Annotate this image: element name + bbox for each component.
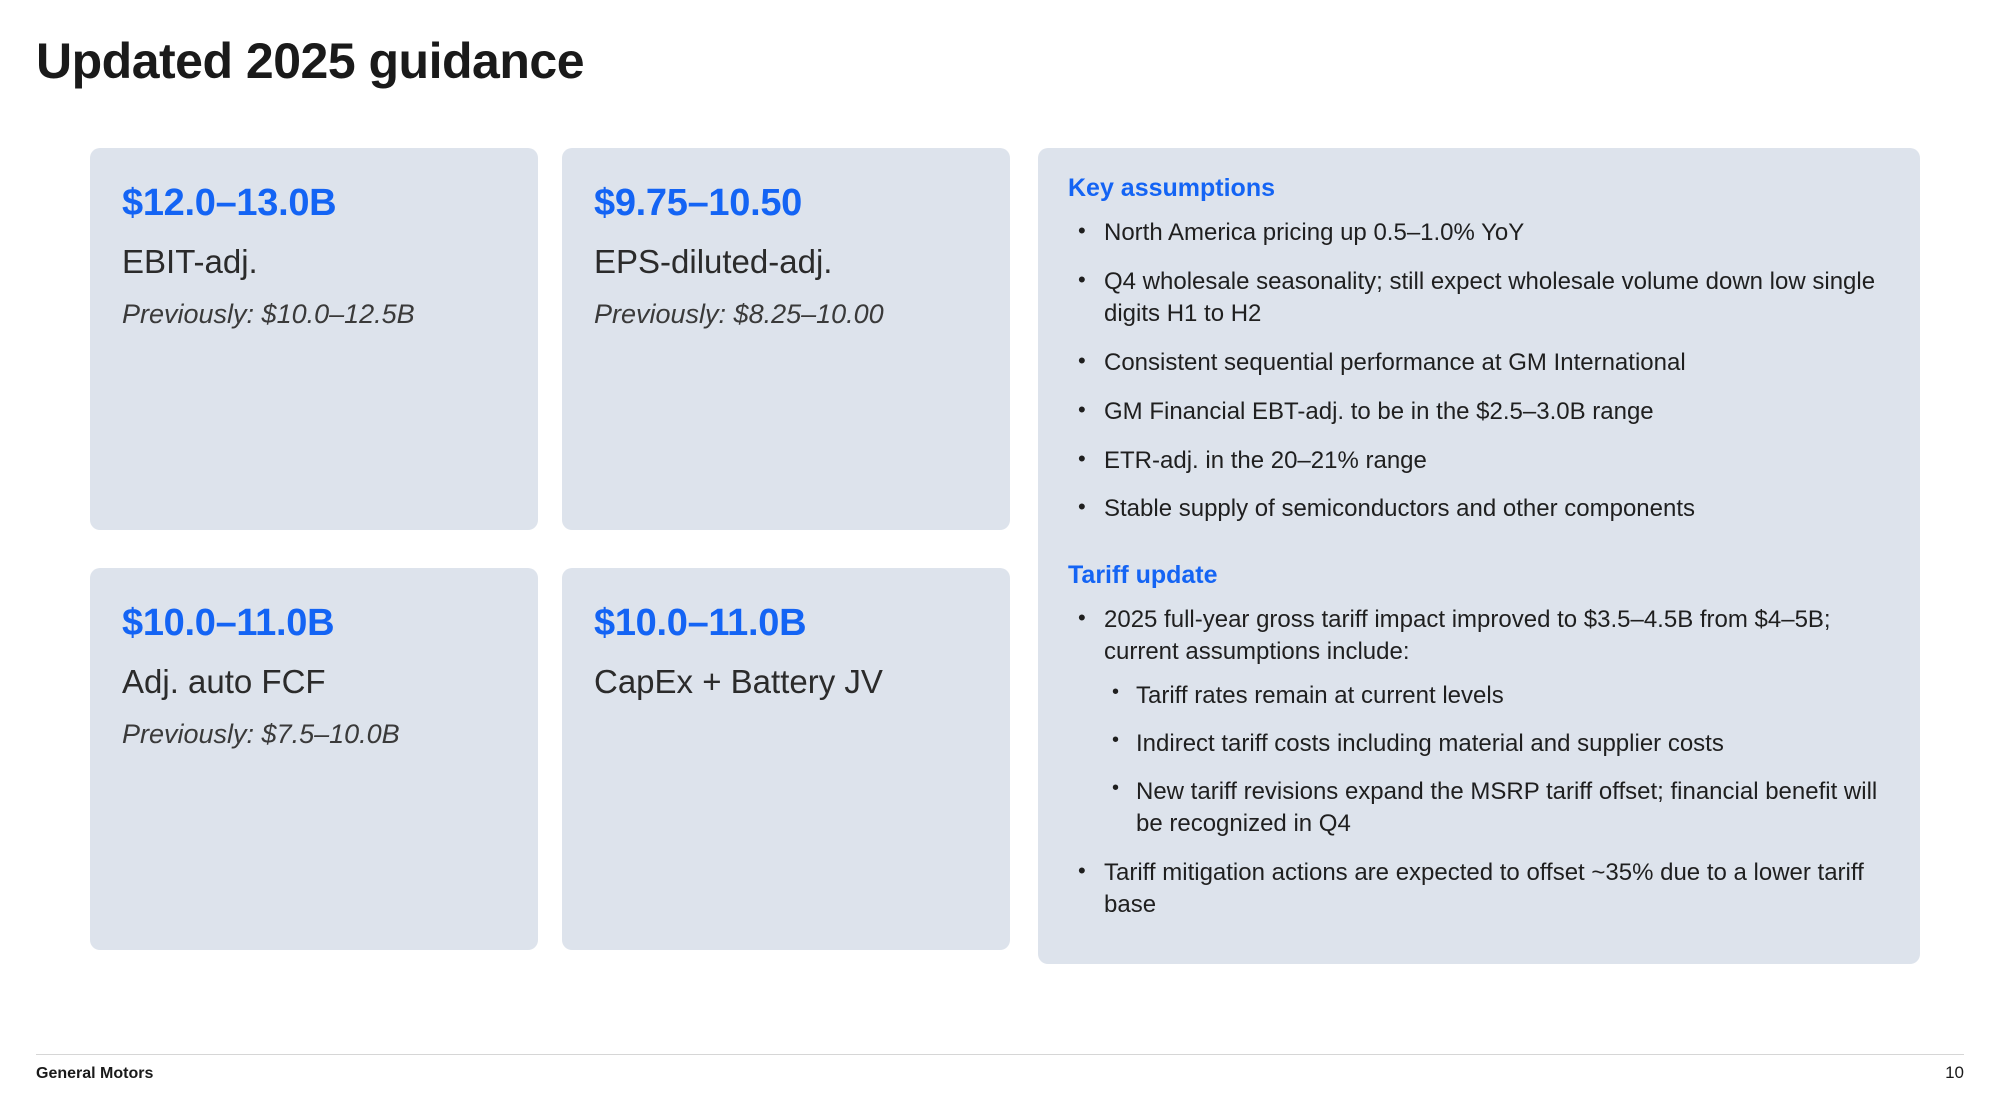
metric-value: $9.75–10.50 xyxy=(594,182,803,224)
tariff-sub-list xyxy=(1104,680,1888,840)
metric-card xyxy=(90,568,538,950)
metric-previous: Previously: $7.5–10.0B xyxy=(122,718,400,749)
metric-value: $10.0–11.0B xyxy=(594,601,807,644)
page-number: 10 xyxy=(1945,1063,1964,1082)
list-item: • Q4 wholesale seasonality; still expect wholesale volume down low single digits H1 to H2 xyxy=(1068,266,1888,330)
metric-card xyxy=(90,148,538,530)
metric-previous: Previously: $10.0–12.5B xyxy=(122,299,415,329)
list-item: • Stable supply of semiconductors and other components xyxy=(1068,493,1888,525)
metric-card xyxy=(562,568,1010,950)
metric-value: $10.0–11.0B xyxy=(122,601,335,644)
metric-previous: Previously: $8.25–10.00 xyxy=(594,299,884,329)
list-item: • GM Financial EBT-adj. to be in the $2.5–3.0B range xyxy=(1068,396,1888,428)
list-item: • Tariff mitigation actions are expected to offset ~35% due to a lower tariff base xyxy=(1068,857,1888,921)
metric-label: EPS-diluted-adj. xyxy=(594,243,833,280)
tariff-update-heading: Tariff update xyxy=(1068,561,1218,590)
list-item: • New tariff revisions expand the MSRP tariff offset; financial benefit will be recognized in Q4 xyxy=(1104,776,1888,840)
metric-cards-column xyxy=(90,148,1010,964)
slide-content xyxy=(90,148,1920,964)
footer-company: General Motors xyxy=(36,1065,154,1082)
list-item: • North America pricing up 0.5–1.0% YoY xyxy=(1068,217,1888,249)
list-item xyxy=(1068,604,1888,839)
key-assumptions-list xyxy=(1068,217,1888,525)
assumptions-panel xyxy=(1038,148,1920,964)
metric-label: EBIT-adj. xyxy=(122,243,258,280)
key-assumptions-heading: Key assumptions xyxy=(1068,174,1276,202)
footer-divider xyxy=(36,1054,1964,1055)
list-item: • Consistent sequential performance at GM International xyxy=(1068,347,1888,379)
list-item: • Tariff rates remain at current levels xyxy=(1104,680,1888,712)
tariff-intro-text: 2025 full-year gross tariff impact improved to $3.5–4.5B from $4–5B; current assumptions include: xyxy=(1104,606,1831,666)
list-item: • ETR-adj. in the 20–21% range xyxy=(1068,445,1888,477)
list-item: • Indirect tariff costs including material and supplier costs xyxy=(1104,728,1888,760)
metric-label: Adj. auto FCF xyxy=(122,662,326,700)
page-title: Updated 2025 guidance xyxy=(36,33,584,89)
tariff-update-list xyxy=(1068,604,1888,920)
metric-label: CapEx + Battery JV xyxy=(594,662,883,700)
metric-card xyxy=(562,148,1010,530)
metric-value: $12.0–13.0B xyxy=(122,182,337,224)
